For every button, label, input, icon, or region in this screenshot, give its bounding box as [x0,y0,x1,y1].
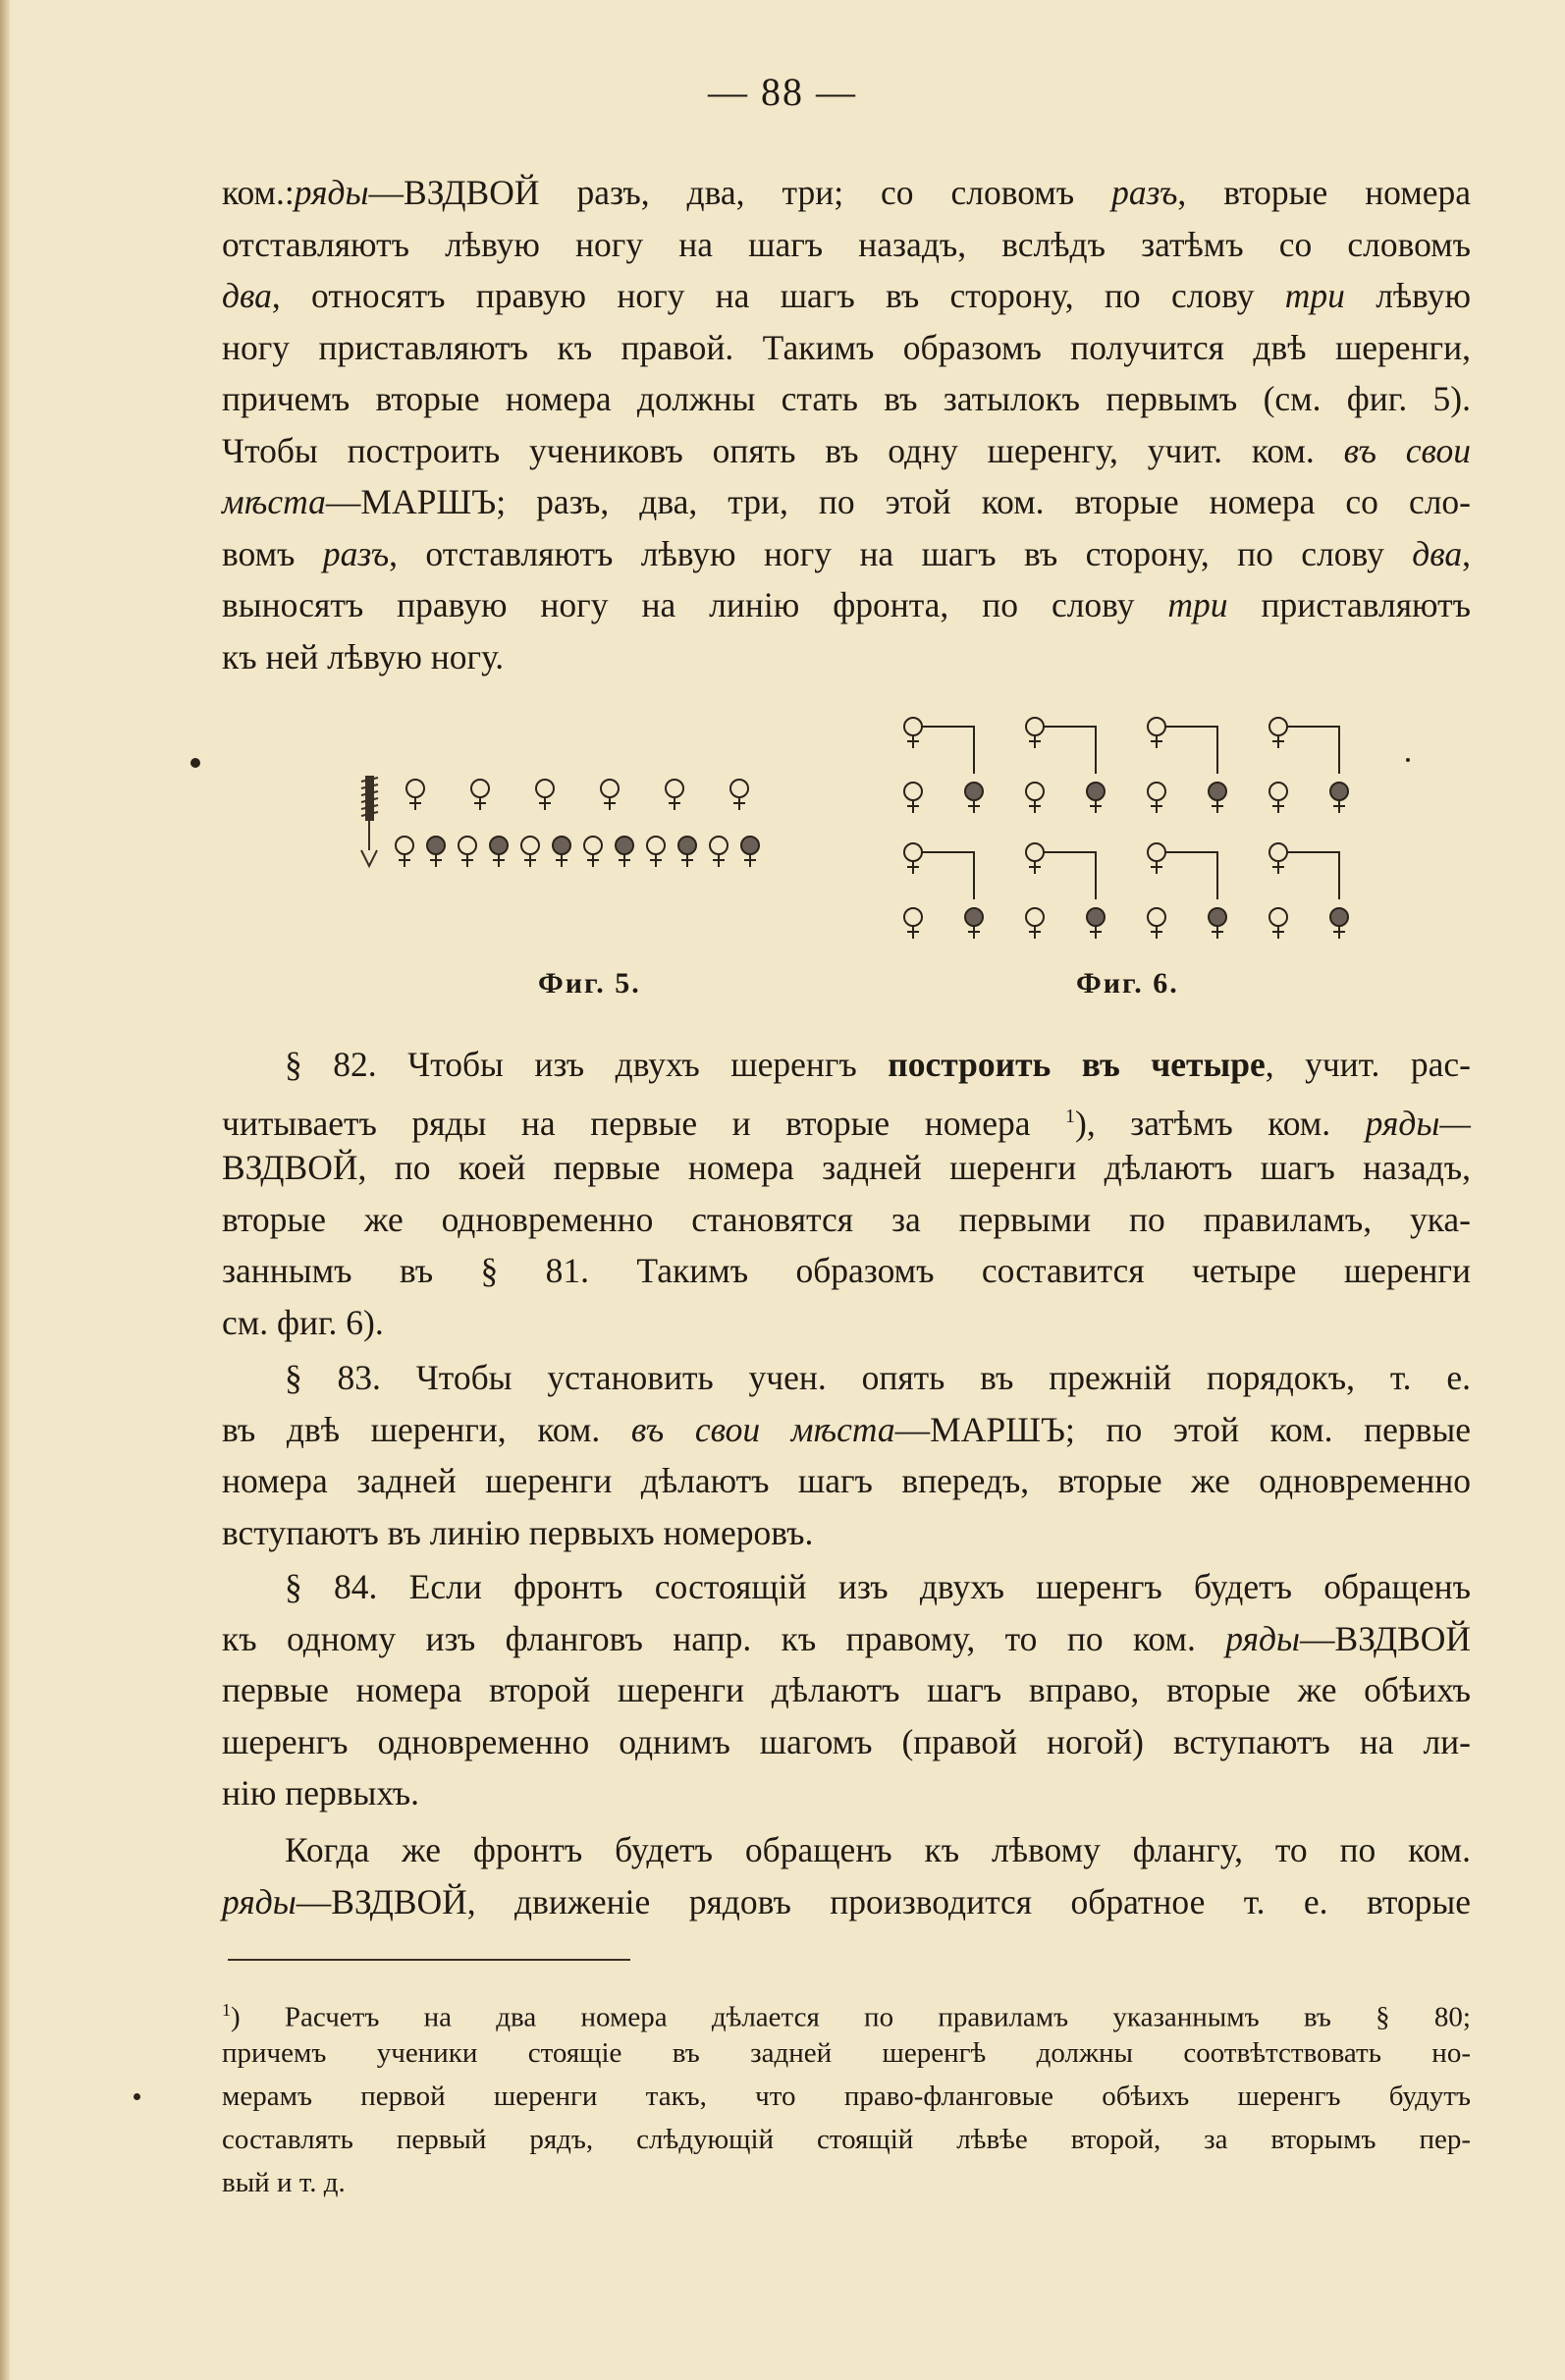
figure-open [1269,908,1287,939]
figure-open [1026,718,1044,748]
text-line: § 82. Чтобы изъ двухъ шеренгъ построить въ четыре, учит. рас- [285,1045,1471,1084]
figure-open [710,837,728,867]
paragraph-83 [222,1352,1471,1558]
figure-filled [1209,908,1226,939]
figure-open [536,780,554,810]
figure-filled [1209,783,1226,813]
figure-filled [1330,908,1348,939]
text-line: номера задней шеренги дѣлаютъ шагъ впередъ, вторые же одновременно [222,1461,1471,1500]
figure-open [730,780,748,810]
text-line: отставляютъ лѣвую ногу на шагъ назадъ, вслѣдъ затѣмъ со словомъ [222,224,1471,264]
paragraph-left-flank [222,1824,1471,1927]
figure-open [1026,783,1044,813]
figure-open [459,837,476,867]
text-line: заннымъ въ § 81. Такимъ образомъ составится четыре шеренги [222,1251,1471,1290]
figure-open [396,837,413,867]
ink-dot [1406,758,1410,762]
movement-bracket [1165,727,1217,774]
figure-filled [678,837,696,867]
figure-open [1148,843,1165,874]
text-line: Чтобы построить учениковъ опять въ одну шеренгу, учит. ком. въ свои [222,430,1471,470]
figure-open [647,837,665,867]
text-line: два, относятъ правую ногу на шагъ въ сторону, по слову три лѣвую [222,276,1472,315]
movement-bracket [1287,852,1339,899]
text-line: причемъ вторые номера должны стать въ затылокъ первымъ (см. фиг. 5). [222,379,1471,418]
figure-open [904,908,922,939]
footnote [222,1988,1471,2204]
footnote-line: $^1$) Расчетъ на два номера дѣлается по правиламъ указаннымъ въ § 80; [222,2000,1471,2033]
figure-open [666,780,683,810]
text-line: къ ней лѣвую ногу. [222,636,505,676]
text-line: вомъ разъ, отставляютъ лѣвую ногу на шагъ въ сторону, по слову два, [222,533,1471,573]
text-line: читываетъ ряды на первые и вторые номера $^1$), затѣмъ ком. ряды— [222,1103,1471,1143]
figure-filled [616,837,633,867]
figure-open [601,780,619,810]
figure-open [1269,783,1287,813]
text-line: мѣста—МАРШЪ; разъ, два, три, по этой ком. вторые номера со сло- [222,482,1471,521]
movement-bracket [1044,852,1096,899]
page-number: — 88 — [708,70,857,114]
footnote-line: причемъ ученики стоящіе въ задней шеренгѣ должны соотвѣтствовать но- [222,2037,1471,2069]
figure-open [471,780,489,810]
footnote-rule [228,1959,630,1961]
footnote-line: составлять первый рядъ, слѣдующій стоящій лѣвѣе второй, за вторымъ пер- [222,2124,1471,2155]
figure-open [1148,718,1165,748]
figure-5-diagram [353,756,844,893]
text-line: къ одному изъ фланговъ напр. къ правому, то по ком. ряды—ВЗДВОЙ [222,1618,1471,1658]
paragraph-82 [222,1039,1471,1348]
figure-filled [1087,783,1105,813]
text-line: § 84. Если фронтъ состоящій изъ двухъ шеренгъ будетъ обращенъ [285,1567,1471,1606]
footnote-line: мерамъ первой шеренги такъ, что право-фланговые обѣихъ шеренгъ будутъ [222,2081,1471,2112]
text-line: Когда же фронтъ будетъ обращенъ къ лѣвому флангу, то по ком. [285,1830,1471,1869]
text-line: выносятъ правую ногу на линію фронта, по слову три приставляютъ [222,585,1471,624]
movement-bracket [1044,727,1096,774]
figure-filled [427,837,445,867]
figure-open [1269,843,1287,874]
figure-open [1026,843,1044,874]
text-line: вступаютъ въ линію первыхъ номеровъ. [222,1512,814,1552]
text-line: ВЗДВОЙ, по коей первые номера задней шеренги дѣлаютъ шагъ назадъ, [222,1148,1471,1187]
movement-bracket [922,727,974,774]
figure-filled [1087,908,1105,939]
figure-6-caption: Фиг. 6. [1076,967,1179,1000]
figure-filled [965,908,983,939]
figure-6-diagram [893,707,1365,972]
text-line: ногу приставляютъ къ правой. Такимъ образомъ получится двѣ шеренги, [222,327,1471,367]
text-line: см. фиг. 6). [222,1302,384,1342]
figure-open [521,837,539,867]
figure-open [904,718,922,748]
figure-filled [553,837,570,867]
figure-filled [965,783,983,813]
figure-open [584,837,602,867]
paragraph-formation-commands [222,167,1471,682]
figure-filled [741,837,759,867]
figure-open [904,783,922,813]
figure-filled [1330,783,1348,813]
text-line: § 83. Чтобы установить учен. опять въ прежній порядокъ, т. е. [285,1358,1471,1397]
footnote-line: вый и т. д. [222,2167,346,2198]
text-line: нію первыхъ. [222,1773,420,1812]
figure-open [1026,908,1044,939]
movement-bracket [922,852,974,899]
figure-5-caption: Фиг. 5. [538,967,641,1000]
text-line: ряды—ВЗДВОЙ, движеніе рядовъ производится обратное т. е. вторые [222,1881,1471,1921]
movement-bracket [1165,852,1217,899]
flag-symbol [361,776,378,866]
figure-filled [490,837,508,867]
movement-bracket [1287,727,1339,774]
text-line: шеренгъ одновременно однимъ шагомъ (правой ногой) вступаютъ на ли- [222,1721,1471,1761]
text-line: вторые же одновременно становятся за первыми по правиламъ, ука- [222,1199,1471,1239]
ink-dot [190,758,200,768]
figure-open [1269,718,1287,748]
figure-open [904,843,922,874]
text-line: въ двѣ шеренги, ком. въ свои мѣста—МАРШЪ; по этой ком. первые [222,1409,1471,1449]
page-edge [0,0,10,2380]
figure-open [406,780,424,810]
figure-open [1148,783,1165,813]
text-line: ком.:ряды—ВЗДВОЙ разъ, два, три; со словомъ разъ, вторые номера [222,173,1471,212]
paragraph-84 [222,1561,1471,1819]
figure-open [1148,908,1165,939]
ink-dot [134,2093,140,2100]
text-line: первые номера второй шеренги дѣлаютъ шагъ вправо, вторые же обѣихъ [222,1670,1471,1709]
